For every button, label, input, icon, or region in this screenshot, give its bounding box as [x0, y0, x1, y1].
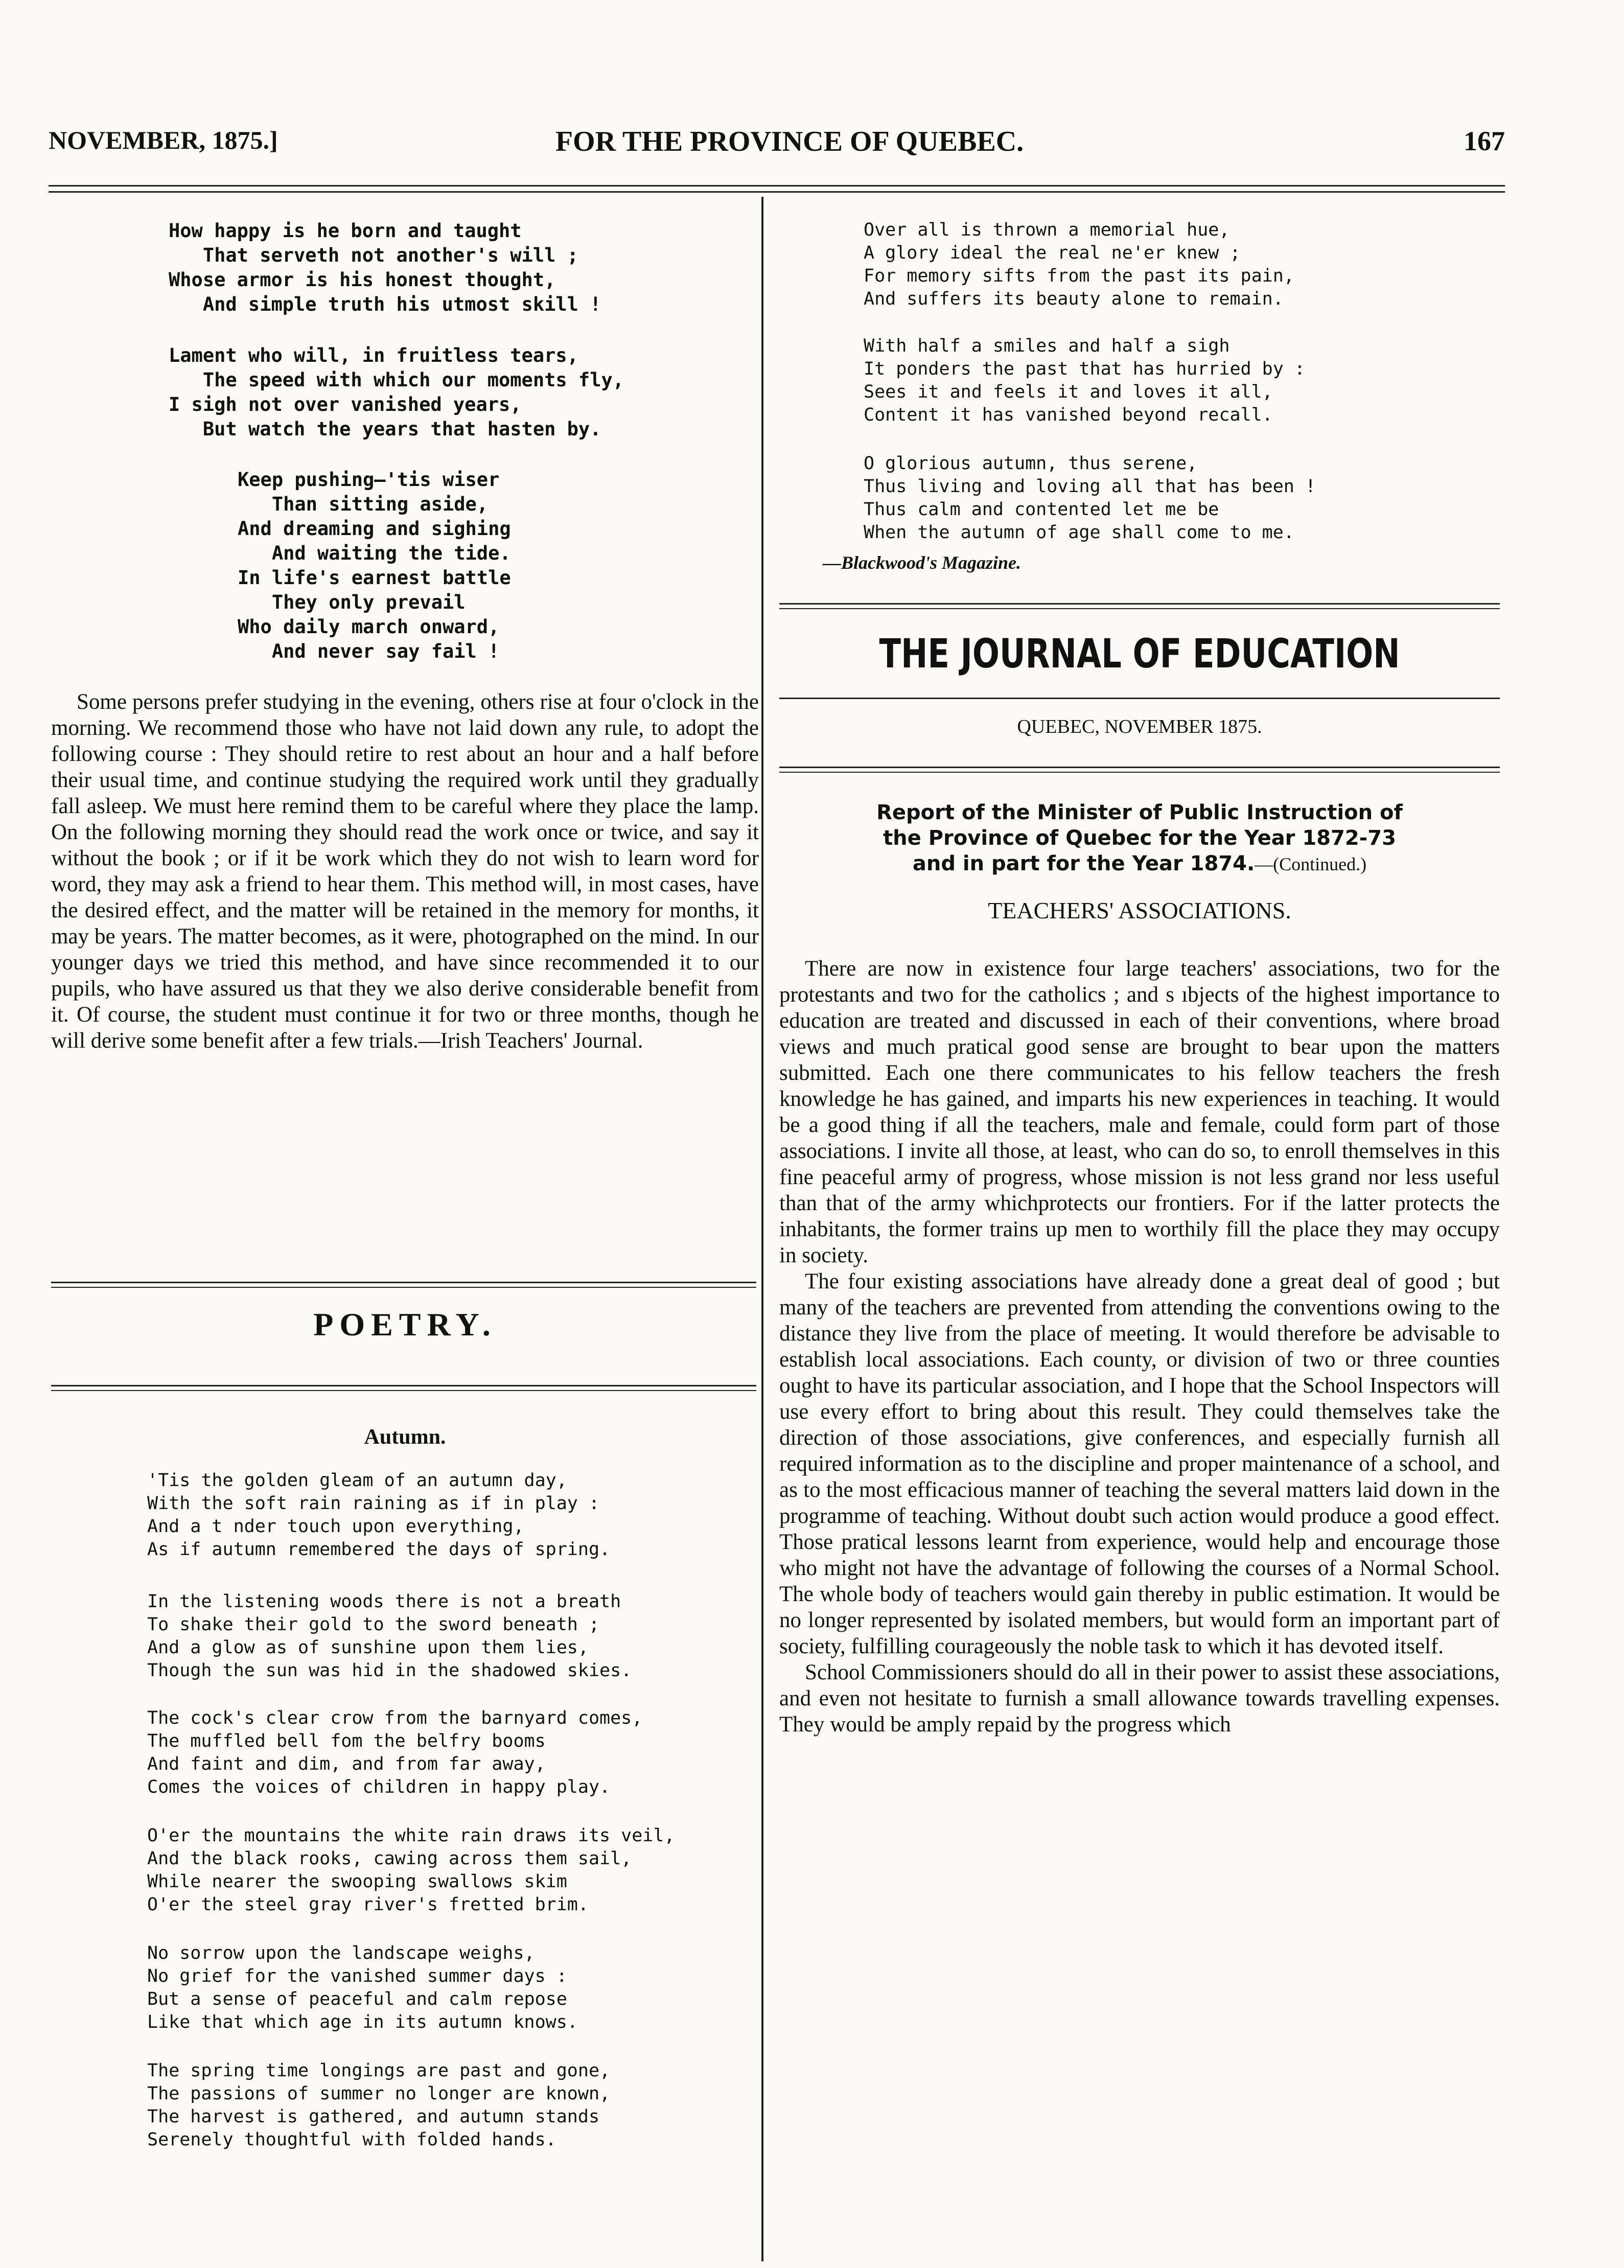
report-body [779, 956, 1500, 1738]
autumn-stanza-7: Over all is thrown a memorial hue, A glory ideal the real ne'er knew ; For memory sifts from the past its pain, And suffers its beauty alone to remain. [864, 220, 1294, 309]
running-header [49, 125, 1505, 166]
header-rule [49, 185, 1505, 193]
report-paragraph-1: There are now in existence four large teachers' associations, two for the protestants and two for the catholics ; and s ıbjects of the highest importance to education are treated and discussed in each of their conventions, where broad views and much pratical good sense are brought to bear upon the matters submitted. Each one there communicates to his fellow teachers the fresh knowledge he has gained, and imparts his new experiences in teaching. It would be a good thing if all the teachers, male and female, could form part of those associations. I invite all those, at least, who can do so, to enroll themselves in this fine peaceful army of progress, whose mission is not less grand nor less useful than that of the army whichprotects our frontiers. For if the latter protects the inhabitants, the former trains up men to worthily fill the place they may occupy in society. [779, 957, 1500, 1267]
study-article [51, 689, 759, 1054]
report-paragraph-3: School Commissioners should do all in their power to assist these associations, and even not hesitate to furnish a small allowance towards travelling expenses. They would be amply repaid by the progress which [779, 1660, 1500, 1737]
autumn-stanza-4: O'er the mountains the white rain draws its veil, And the black rooks, cawing across them sail, While nearer the swooping swallows skim O'er the steel gray river's fretted brim. [147, 1825, 675, 1915]
autumn-stanza-3: The cock's clear crow from the barnyard comes, The muffled bell fom the belfry booms And faint and dim, and from far away, Comes the voices of children in happy play. [147, 1708, 643, 1797]
autumn-stanza-5: No sorrow upon the landscape weighs, No grief for the vanished summer days : But a sense of peaceful and calm repose Like that which age in its autumn knows. [147, 1943, 578, 2032]
study-paragraph: Some persons prefer studying in the evening, others rise at four o'clock in the morning. We recommend those who have not laid down any rule, to adopt the following course : They should retire to rest about an hour and a half before their usual time, and continue studying the required work until they gradually fall asleep. We must here remind them to be careful where they place the lamp. On the following morning they should read the work once or twice, and say it without the book ; or if it be work which they do not wish to learn word for word, they may ask a friend to hear them. This method will, in most cases, have the desired effect, and the matter will be retained in the memory for months, it may be years. The matter becomes, as it were, photographed on the mind. In our younger days we tried this method, and have since recommended it to our pupils, who have assured us that they we also derive considerable benefit from it. Of course, the student must continue it for two or three months, though he will derive some benefit after a few trials.—Irish Teachers' Journal. [51, 690, 759, 1053]
poem-stanza-1: How happy is he born and taught That serveth not another's will ; Whose armor is his honest thought, And simple truth his utmost skill ! [169, 220, 601, 315]
section-rule-2 [51, 1385, 756, 1391]
autumn-stanza-8: With half a smiles and half a sigh It ponders the past that has hurried by : Sees it and feels it and loves it all, Content it has vanished beyond recall. [864, 336, 1305, 425]
header-date: NOVEMBER, 1875.] [49, 126, 278, 154]
autumn-stanza-6: The spring time longings are past and gone, The passions of summer no longer are known, The harvest is gathered, and autumn stands Serenely thoughtful with folded hands. [147, 2061, 611, 2150]
autumn-stanza-2: In the listening woods there is not a breath To shake their gold to the sword beneath ; And a glow as of sunshine upon them lies, Though the sun was hid in the shadowed skies. [147, 1591, 632, 1681]
journal-rule [779, 698, 1500, 699]
autumn-stanza-9: O glorious autumn, thus serene, Thus living and loving all that has been ! Thus calm and contented let me be When the autumn of age shall come to me. [864, 453, 1316, 543]
associations-title: TEACHERS' ASSOCIATIONS. [988, 897, 1291, 923]
report-title: Report of the Minister of Public Instruction of the Province of Quebec for the Year 1872-73 and in part for the Year 1874.—(Continued.) [876, 801, 1403, 875]
autumn-stanza-1: 'Tis the golden gleam of an autumn day, With the soft rain raining as if in play : And a t nder touch upon everything, As if autumn remembered the days of spring. [147, 1470, 611, 1560]
section-rule [51, 1282, 756, 1288]
poem-stanza-3: Keep pushing—'tis wiser Than sitting aside, And dreaming and sighing And waiting the tide. In life's earnest battle They only prevail Who daily march onward, And never say fail ! [238, 469, 511, 662]
report-rule [779, 767, 1500, 773]
report-continued: —(Continued.) [1255, 854, 1367, 874]
header-title: FOR THE PROVINCE OF QUEBEC. [555, 126, 1024, 157]
poetry-heading: POETRY. [313, 1306, 497, 1343]
poem-stanza-2: Lament who will, in fruitless tears, The speed with which our moments fly, I sigh not over vanished years, But watch the years that hasten by. [169, 344, 624, 440]
journal-rule-top [779, 603, 1500, 609]
report-paragraph-2: The four existing associations have already done a great deal of good ; but many of the teachers are prevented from attending the conventions owing to the distance they live from the place of meeting. It would therefore be advisable to establish local associations. Each county, or division of two or three counties ought to have its particular association, and I hope that the School Inspectors will use every effort to bring about this result. They could themselves take the direction of those associations, give conferences, and especially furnish all required information as to the discipline and proper maintenance of a school, and as to the most efficacious manner of teaching the several matters laid down in the programme of teaching. Without doubt such action would produce a good effect. Those pratical lessons learnt from experience, would help and encourage those who might not have the advantage of following the courses of a Normal School. The whole body of teachers would gain thereby in public estimation. It would be no longer represented by isolated members, but would form an important part of society, fulfilling courageously the noble task to which it has devoted itself. [779, 1269, 1500, 1658]
journal-title: THE JOURNAL OF EDUCATION [879, 631, 1400, 677]
poem-attribution: —Blackwood's Magazine. [823, 552, 1022, 573]
column-divider [761, 197, 763, 2261]
autumn-title: Autumn. [364, 1425, 446, 1449]
page-number: 167 [1464, 126, 1505, 156]
dateline: QUEBEC, NOVEMBER 1875. [1017, 716, 1262, 737]
